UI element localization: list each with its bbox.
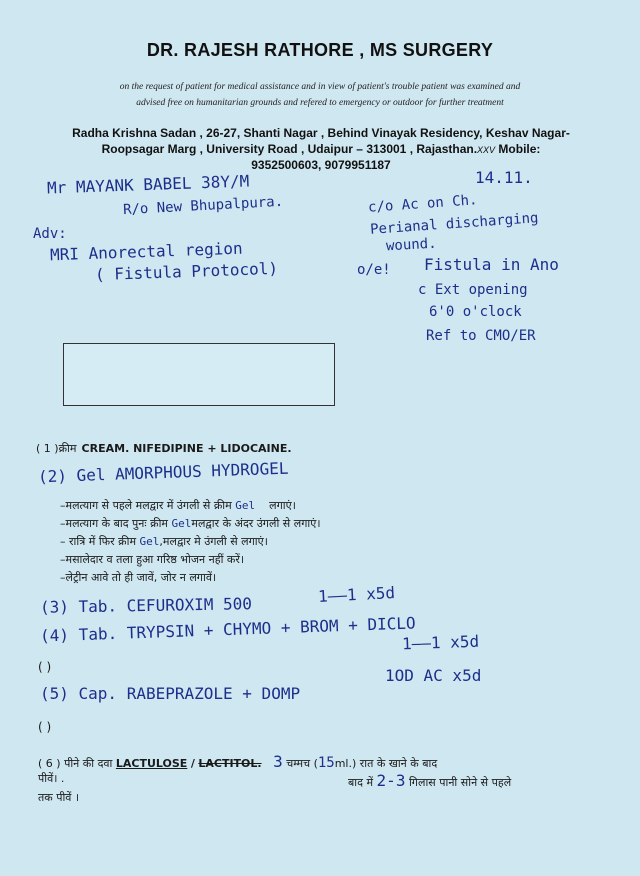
rx-item-6-sep: / [190,757,195,770]
rx-item-6-glass: 2-3 [376,771,406,790]
mobile-label: Mobile: [498,142,541,156]
rx-item-6-ml-unit: ml.) रात के खाने के बाद [334,757,438,770]
advice-line1: MRI Anorectal region [49,238,243,265]
instruction-3 [60,534,268,549]
instruction-2-fill: Gel [171,517,192,530]
finding-line1: Fistula in Ano [424,255,559,274]
instruction-3-end: ,मलद्वार मे उंगली से लगाएं। [159,535,268,548]
rx-item-6-mid: चम्मच ( [286,757,318,770]
rx-item-5: (5) Cap. RABEPRAZOLE + DOMP [40,684,301,703]
instruction-3-fill: Gel [139,535,160,548]
blank-box [63,343,335,406]
advice-label: Adv: [33,226,67,242]
advice-line2: ( Fistula Protocol) [94,258,279,285]
instruction-1-text: –मलत्याग से पहले मलद्वार में उंगली से क्रीम [60,499,232,512]
address-text: Roopsagar Marg , University Road , Udaipur – 313001 , Rajasthan. [101,142,478,156]
visit-date: 14.11. [475,168,533,187]
address-line2 [36,141,606,158]
rx-item-4-dose: 1——1 x5d [401,631,480,654]
rx-blank-2: ( ) [38,720,52,734]
instruction-2 [60,516,321,531]
oe-label: o/e! [357,262,391,278]
complaint-line3: wound. [385,235,437,255]
instruction-1-fill: Gel [235,499,256,512]
instruction-1 [60,498,296,513]
rx-item-1-name: CREAM. NIFEDIPINE + LIDOCAINE. [81,442,292,455]
rx-item-1 [36,437,292,456]
rx-item-6-qty: 3 [273,752,283,771]
phone-numbers: 9352500603, 9079951187 [251,158,391,172]
instruction-4: –मसालेदार व तला हुआ गरिष्ठ भोजन नहीं करें। [60,553,245,566]
rx-item-6-line2 [348,771,511,790]
rx-item-6-line3: तक पीवें । [38,791,80,804]
rx-item-1-number: ( 1 ) [36,442,59,455]
finding-line2: c Ext opening [418,282,528,298]
rx-item-6-drug2: LACTITOL. [198,757,262,770]
complaint-line1: c/o Ac on Ch. [367,192,479,216]
finding-line4: Ref to CMO/ER [426,328,536,344]
rx-item-6-ml: 15 [317,755,335,771]
address-line1: Radha Krishna Sadan , 26-27, Shanti Nagar , Behind Vinayak Residency, Keshav Nagar- [72,126,570,140]
header-note-line2: advised free on humanitarian grounds and refered to emergency or outdoor for further treatment [136,98,504,108]
rx-item-5-dose: 1OD AC x5d [385,666,482,685]
patient-name: Mr MAYANK BABEL 38Y/M [46,171,250,198]
rx-blank-1: ( ) [38,660,52,674]
rx-item-6-number: ( 6 ) [38,757,61,770]
rx-item-6-line2b: बाद में [348,776,374,789]
complaint-line2: Perianal discharging [369,210,539,238]
rx-item-4: (4) Tab. TRYPSIN + CHYMO + BROM + DICLO [39,613,416,646]
doctor-title: DR. RAJESH RATHORE , MS SURGERY [146,40,494,60]
rx-item-6-line2a: पीवें। . [38,772,65,785]
rx-item-1-type: क्रीम [58,442,77,455]
instruction-5: –लेट्रीन आवे तो ही जावें, जोर न लगावें। [60,571,217,584]
rx-item-6-drug1: LACTULOSE [115,757,188,770]
rx-item-6-line2c: गिलास पानी सोने से पहले [408,776,512,789]
rx-item-3-dose: 1——1 x5d [317,582,396,607]
instruction-2-end: मलद्वार के अंदर उंगली से लगाएं। [191,517,321,530]
finding-line3: 6'0 o'clock [429,304,522,320]
instruction-2-text: –मलत्याग के बाद पुनः क्रीम [60,517,169,530]
instruction-1-end: लगाएं। [269,499,296,512]
instruction-3-text: – रात्रि में फिर क्रीम [60,535,137,548]
rx-item-3: (3) Tab. CEFUROXIM 500 [39,594,253,617]
rx-item-6-pre: पीने की दवा [64,757,113,770]
address-xxv: XXV [477,145,496,155]
patient-residence: R/o New Bhupalpura. [122,193,284,219]
header-note-line1: on the request of patient for medical assistance and in view of patient's trouble patient was examined and [119,82,521,92]
rx-item-6 [38,752,437,771]
rx-item-2: (2) Gel AMORPHOUS HYDROGEL [37,458,289,487]
